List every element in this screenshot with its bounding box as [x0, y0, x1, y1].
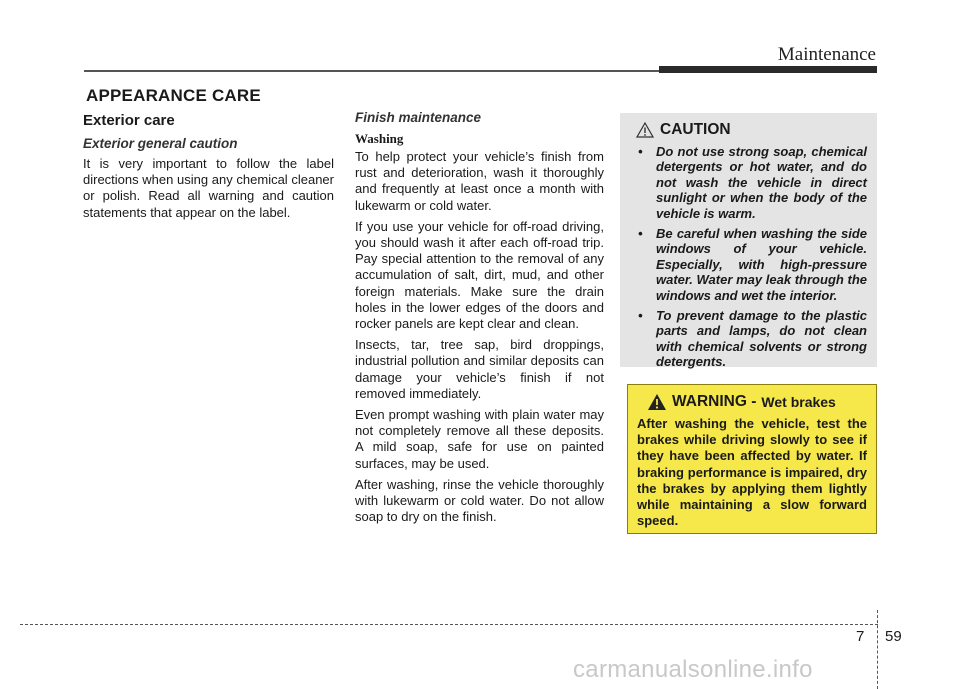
caution-item-text: Be careful when washing the side windows of your vehicle. Especially, with high-pressure water. Water may leak through the windows and wet the interior.	[656, 226, 867, 303]
caution-title: CAUTION	[660, 121, 731, 138]
caution-list	[630, 144, 867, 370]
chapter-number: 7	[856, 628, 865, 645]
finish-maintenance-heading: Finish maintenance	[355, 110, 482, 125]
page-number: 59	[885, 628, 902, 645]
bullet-icon: •	[638, 144, 643, 159]
watermark: carmanualsonline.info	[573, 656, 813, 683]
washing-paragraph: To help protect your vehicle’s finish from rust and deterioration, wash it thoroughly and frequently at least once a month with lukewarm or cold water.	[355, 149, 604, 213]
caution-item	[630, 144, 867, 221]
exterior-caution-subheading: Exterior general caution	[83, 136, 238, 151]
washing-paragraph: If you use your vehicle for off-road driving, you should wash it after each off-road trip. Pay special attention to the removal of any accumulation of salt, dirt, mud, and other foreign materials. Make sure the drain holes in the lower edges of the doors and rocker panels are kept clear and clean.	[355, 218, 604, 332]
warning-subtitle: Wet brakes	[761, 394, 836, 410]
footer-divider	[877, 610, 878, 689]
bullet-icon: •	[638, 308, 643, 324]
caution-item	[630, 226, 867, 303]
finish-maintenance-column	[355, 110, 604, 530]
caution-header	[636, 121, 867, 139]
header-rule	[84, 70, 659, 72]
warning-header	[647, 393, 867, 411]
caution-item-text: Do not use strong soap, chemical detergents or hot water, and do not wash the vehicle in direct sunlight or when the body of the vehicle is warm.	[656, 144, 867, 221]
caution-triangle-icon	[636, 122, 654, 138]
header-title: Maintenance	[777, 44, 876, 65]
footer-rule	[20, 624, 878, 625]
exterior-caution-paragraph: It is very important to follow the label directions when using any chemical cleaner or polish. Read all warning and caution statements that appear on the label.	[83, 156, 334, 220]
header-bar	[659, 66, 877, 73]
exterior-care-heading: Exterior care	[83, 112, 175, 129]
warning-box	[627, 384, 877, 534]
washing-paragraph: Insects, tar, tree sap, bird droppings, industrial pollution and similar deposits can damage your vehicle’s finish if not removed immediately.	[355, 337, 604, 401]
caution-item-text: To prevent damage to the plastic parts and lamps, do not clean with chemical solvents or strong detergents.	[656, 308, 867, 370]
section-heading: APPEARANCE CARE	[86, 86, 261, 105]
warning-triangle-icon	[647, 393, 667, 411]
washing-paragraph: Even prompt washing with plain water may not completely remove all these deposits. A mild soap, safe for use on painted surfaces, may be used.	[355, 407, 604, 471]
warning-text: After washing the vehicle, test the brakes while driving slowly to see if they have been affected by water. If braking performance is impaired, dry the brakes by applying them lightly while maintaining a slow forward speed.	[637, 416, 867, 529]
washing-paragraph: After washing, rinse the vehicle thoroughly with lukewarm or cold water. Do not allow soap to dry on the finish.	[355, 476, 604, 525]
warning-title: WARNING -	[672, 393, 757, 410]
caution-item	[630, 308, 867, 370]
washing-label: Washing	[355, 131, 404, 146]
caution-box	[620, 113, 877, 370]
exterior-care-column	[83, 112, 334, 221]
bullet-icon: •	[638, 226, 643, 242]
